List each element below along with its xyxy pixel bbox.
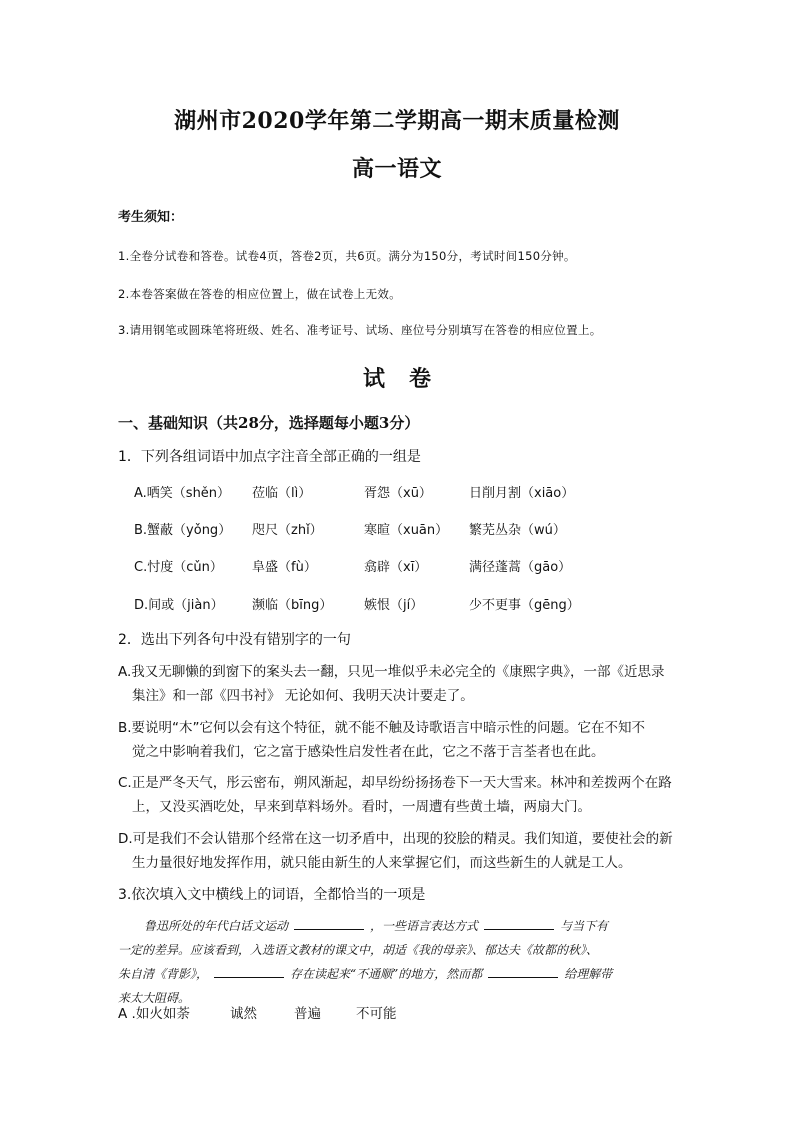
option-cell: 嫉恨（jí） (364, 598, 424, 613)
fill-blank (214, 963, 284, 978)
notice-heading: 考生须知： (118, 210, 184, 225)
option-line: B.要说明“木”它何以会有这个特征，就不能不触及诗歌语言中暗示性的问题。它在不知不 (118, 720, 646, 736)
question-1-option-a (134, 482, 754, 502)
paper-label: 试卷 (362, 366, 455, 392)
question-3-option-a (118, 1002, 518, 1022)
fill-blank (488, 963, 558, 978)
option-cell: B.蟹蔽（yǒng） (134, 523, 232, 538)
exam-subject: 高一语文 (351, 156, 442, 182)
option-cell: 少不更事（gēng） (469, 598, 580, 613)
question-3-stem: 3.依次填入文中横线上的词语，全都恰当的一项是 (118, 887, 426, 903)
question-2-option-b (118, 716, 678, 764)
question-2-option-d (118, 827, 678, 875)
exam-title: 湖州市2020学年第二学期高一期末质量检测 (174, 108, 620, 134)
passage-line: 一定的差异。应该看到，入选语文教材的课文中，胡适《我的母亲》、郁达夫《故都的秋》、 (118, 943, 599, 957)
answer-cell: 不可能 (356, 1006, 397, 1022)
option-cell: 满径蓬蒿（gāo） (469, 560, 572, 575)
option-line: 觉之中影响着我们，它之富于感染性启发性者在此，它之不落于言荃者也在此。 (132, 744, 605, 760)
passage-text: 朱自清《背影》， (118, 967, 209, 981)
fill-blank (294, 915, 364, 930)
section-title: 一、基础知识（共28分，选择题每小题3分） (118, 414, 420, 432)
passage-text: 与当下有 (560, 919, 609, 933)
option-cell: 胥怨（xū） (364, 486, 432, 501)
question-2-option-c (118, 771, 678, 819)
question-1-option-c (134, 556, 754, 576)
option-line: 集注》和一部《四书衬》 无论如何、我明天决计要走了。 (132, 688, 474, 704)
option-cell: 咫尺（zhǐ） (252, 523, 323, 538)
option-line: C.正是严冬天气，彤云密布，朔风渐起，却早纷纷扬扬卷下一天大雪来。林冲和差拨两个在路 (118, 775, 672, 791)
option-cell: 日削月割（xiāo） (469, 486, 575, 501)
notice-item: 3.请用钢笔或圆珠笔将班级、姓名、准考证号、试场、座位号分别填写在答卷的相应位置上。 (118, 323, 602, 337)
option-cell: 繁芜丛杂（wú） (469, 523, 566, 538)
question-2-stem: 2．选出下列各句中没有错别字的一句 (118, 632, 351, 648)
passage-text: 鲁迅所处的年代白话文运动 (144, 919, 289, 933)
fill-blank (484, 915, 554, 930)
option-cell: 莅临（lì） (252, 486, 312, 501)
question-1-stem: 1．下列各组词语中加点字注音全部正确的一组是 (118, 449, 421, 465)
option-cell: 翕辟（xī） (364, 560, 428, 575)
answer-cell: A .如火如荼 (118, 1006, 190, 1022)
notice-item: 1.全卷分试卷和答卷。试卷4页，答卷2页，共6页。满分为150分，考试时间150分钟。 (118, 249, 576, 263)
option-cell: 阜盛（fù） (252, 560, 317, 575)
passage-line: 来太大阻碍。 (118, 991, 191, 1005)
option-line: A.我又无聊懒的到窗下的案头去一翻，只见一堆似乎未必完全的《康熙字典》，一部《近思录 (118, 664, 665, 680)
option-line: D.可是我们不会认错那个经常在这一切矛盾中，出现的狡脍的精灵。我们知道，要使社会的新 (118, 831, 673, 847)
option-cell: D.间或（jiàn） (134, 598, 224, 613)
option-cell: 寒暄（xuān） (364, 523, 449, 538)
option-cell: 濒临（bīng） (252, 598, 333, 613)
option-line: 上，又没买酒吃处，早来到草料场外。看时，一周遭有些黄土墙，两扇大门。 (132, 799, 591, 815)
answer-cell: 诚然 (230, 1006, 257, 1022)
option-cell: C.忖度（cǔn） (134, 560, 223, 575)
question-3-passage (118, 914, 688, 1010)
question-2-option-a (118, 660, 678, 708)
passage-text: 存在读起来“不通顺”的地方，然而都 (290, 967, 483, 981)
passage-line (118, 962, 688, 986)
option-line: 生力量很好地发挥作用，就只能由新生的人来掌握它们，而这些新生的人就是工人。 (132, 855, 632, 871)
option-cell: A.哂笑（shěn） (134, 486, 231, 501)
passage-text: ，一些语言表达方式 (370, 919, 479, 933)
question-1-option-d (134, 594, 754, 614)
passage-line (118, 914, 688, 938)
passage-text: 给理解带 (564, 967, 613, 981)
question-1-option-b (134, 519, 754, 539)
notice-item: 2.本卷答案做在答卷的相应位置上，做在试卷上无效。 (118, 287, 401, 301)
answer-cell: 普遍 (294, 1006, 321, 1022)
